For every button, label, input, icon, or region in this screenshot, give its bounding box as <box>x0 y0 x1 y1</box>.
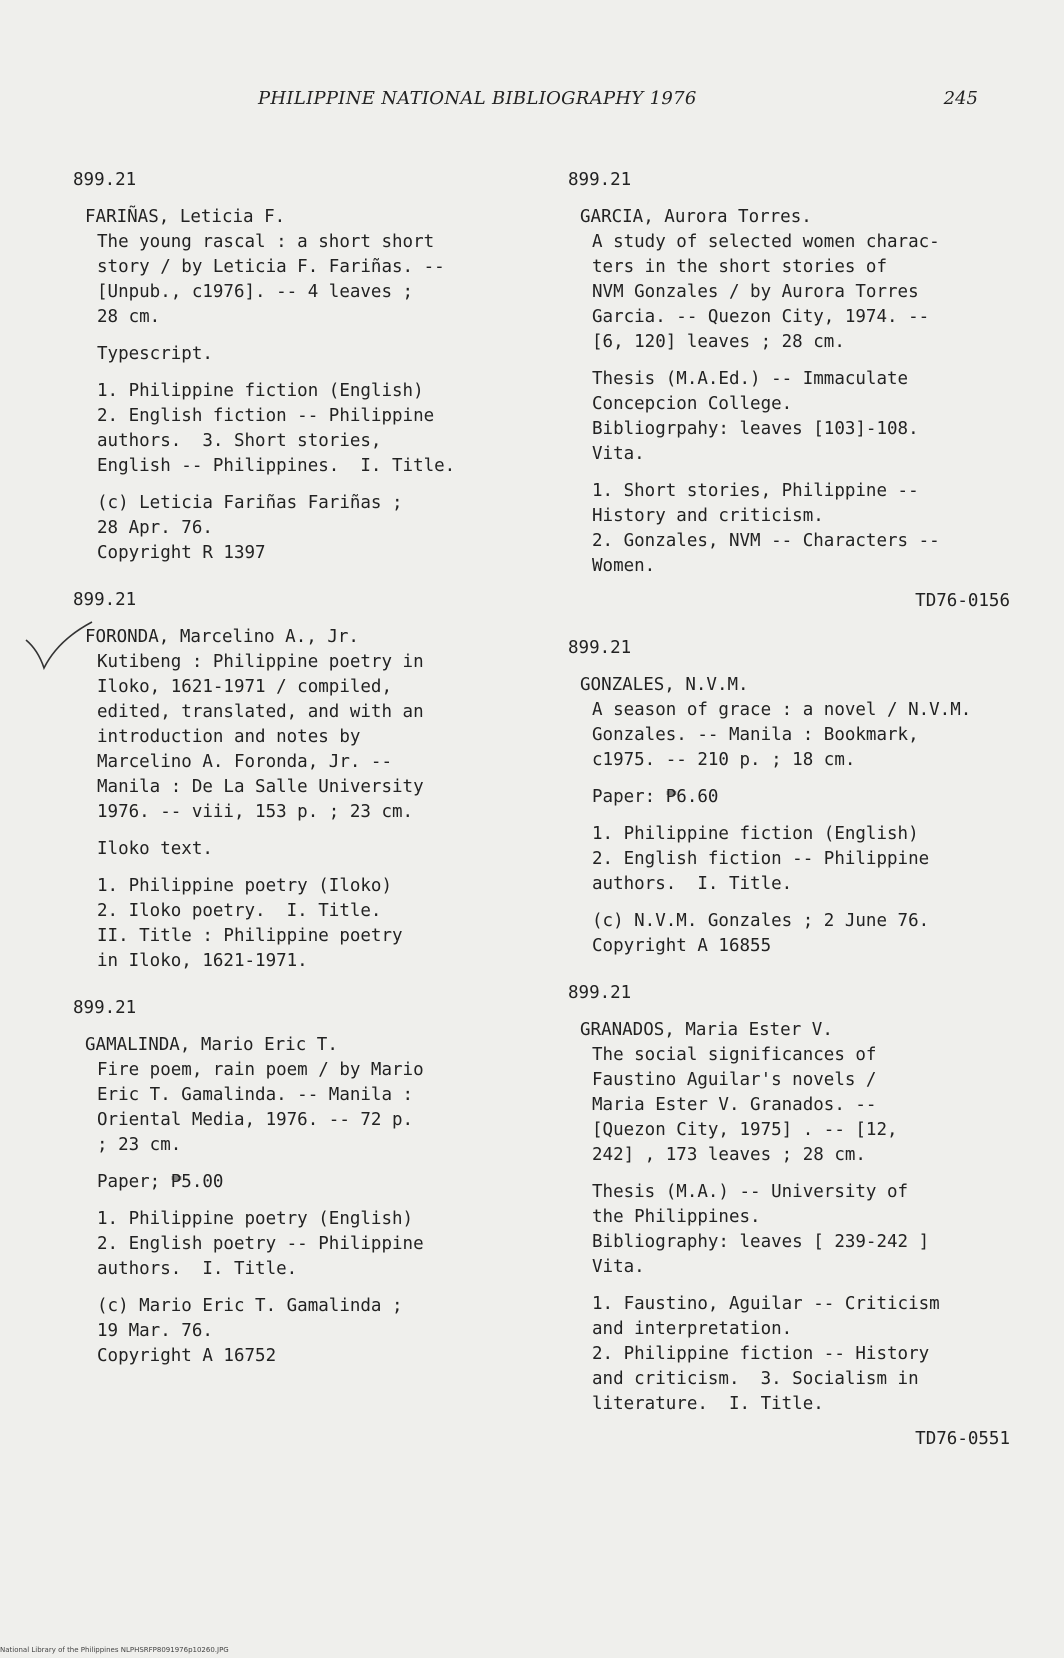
entry-description <box>97 650 523 825</box>
note-line: 2. Iloko poetry. I. Title. <box>97 901 382 921</box>
note-line: Thesis (M.A.Ed.) -- Immaculate <box>592 369 909 389</box>
description-line: [Unpub., c1976]. -- 4 leaves ; <box>97 282 414 302</box>
class-number: 899.21 <box>568 170 632 190</box>
description-line: NVM Gonzales / by Aurora Torres <box>592 282 919 302</box>
description-line: Maria Ester V. Granados. -- <box>592 1095 877 1115</box>
entry-note <box>97 837 523 862</box>
description-line: 242] , 173 leaves ; 28 cm. <box>592 1145 866 1165</box>
catalog-entry <box>568 636 1038 959</box>
note-line: 1. Short stories, Philippine -- <box>592 481 919 501</box>
note-line: Concepcion College. <box>592 394 793 414</box>
entry-note <box>97 1207 523 1282</box>
note-line: 2. Gonzales, NVM -- Characters -- <box>592 531 940 551</box>
entry-heading: GONZALES, N.V.M. <box>580 675 749 695</box>
note-line: Paper: ₱6.60 <box>592 787 719 807</box>
note-line: the Philippines. <box>592 1207 761 1227</box>
description-line: Gonzales. -- Manila : Bookmark, <box>592 725 919 745</box>
note-line: Copyright R 1397 <box>97 543 266 563</box>
description-line: The social significances of <box>592 1045 877 1065</box>
note-line: 2. English poetry -- Philippine <box>97 1234 424 1254</box>
description-line: ; 23 cm. <box>97 1135 182 1155</box>
entry-note <box>592 909 1038 959</box>
note-line: (c) Leticia Fariñas Fariñas ; <box>97 493 403 513</box>
note-line: II. Title : Philippine poetry <box>97 926 403 946</box>
note-line: 1. Philippine fiction (English) <box>592 824 919 844</box>
note-line: in Iloko, 1621-1971. <box>97 951 308 971</box>
class-number: 899.21 <box>73 590 137 610</box>
description-line: [6, 120] leaves ; 28 cm. <box>592 332 845 352</box>
class-number: 899.21 <box>73 998 137 1018</box>
note-line: and criticism. 3. Socialism in <box>592 1369 919 1389</box>
entry-note <box>97 1170 523 1195</box>
right-column <box>568 168 1038 1452</box>
description-line: The young rascal : a short short <box>97 232 435 252</box>
note-line: Thesis (M.A.) -- University of <box>592 1182 909 1202</box>
note-line: 1. Philippine poetry (English) <box>97 1209 414 1229</box>
note-line: (c) N.V.M. Gonzales ; 2 June 76. <box>592 911 930 931</box>
entry-heading: FORONDA, Marcelino A., Jr. <box>85 627 359 647</box>
note-line: 2. English fiction -- Philippine <box>592 849 930 869</box>
note-line: History and criticism. <box>592 506 824 526</box>
entry-description <box>97 1058 523 1158</box>
description-line: Manila : De La Salle University <box>97 777 424 797</box>
note-line: 28 Apr. 76. <box>97 518 213 538</box>
note-line: 1. Faustino, Aguilar -- Criticism <box>592 1294 940 1314</box>
note-line: 1. Philippine poetry (Iloko) <box>97 876 393 896</box>
entry-note <box>592 1292 1038 1417</box>
note-line: Typescript. <box>97 344 213 364</box>
td-number: TD76-0156 <box>915 591 1010 611</box>
description-line: edited, translated, and with an <box>97 702 424 722</box>
note-line: authors. 3. Short stories, <box>97 431 382 451</box>
td-number: TD76-0551 <box>915 1429 1010 1449</box>
description-line: Garcia. -- Quezon City, 1974. -- <box>592 307 930 327</box>
description-line: Faustino Aguilar's novels / <box>592 1070 877 1090</box>
catalog-entry <box>568 981 1038 1452</box>
entry-heading: GAMALINDA, Mario Eric T. <box>85 1035 338 1055</box>
description-line: Iloko, 1621-1971 / compiled, <box>97 677 393 697</box>
page-number: 245 <box>943 88 978 109</box>
left-column <box>73 168 523 1369</box>
entry-gap <box>568 959 1038 981</box>
note-line: Copyright A 16855 <box>592 936 772 956</box>
description-line: [Quezon City, 1975] . -- [12, <box>592 1120 898 1140</box>
note-line: Bibliography: leaves [ 239-242 ] <box>592 1232 930 1252</box>
catalog-entry <box>73 168 523 566</box>
note-line: (c) Mario Eric T. Gamalinda ; <box>97 1296 403 1316</box>
entry-gap <box>73 974 523 996</box>
description-line: c1975. -- 210 p. ; 18 cm. <box>592 750 856 770</box>
note-line: Copyright A 16752 <box>97 1346 277 1366</box>
note-line: and interpretation. <box>592 1319 793 1339</box>
page-title: PHILIPPINE NATIONAL BIBLIOGRAPHY 1976 <box>258 88 697 109</box>
description-line: Oriental Media, 1976. -- 72 p. <box>97 1110 414 1130</box>
note-line: 2. Philippine fiction -- History <box>592 1344 930 1364</box>
description-line: introduction and notes by <box>97 727 361 747</box>
entry-note <box>592 822 1038 897</box>
footer-note: National Library of the Philippines NLPHSRFP8091976p10260.JPG <box>0 1646 229 1654</box>
class-number: 899.21 <box>568 983 632 1003</box>
note-line: authors. I. Title. <box>97 1259 298 1279</box>
entry-note <box>592 785 1038 810</box>
description-line: ters in the short stories of <box>592 257 888 277</box>
catalog-entry <box>73 996 523 1369</box>
entry-note <box>97 874 523 974</box>
entry-description <box>592 230 1038 355</box>
entry-heading: GARCIA, Aurora Torres. <box>580 207 812 227</box>
entry-description <box>592 698 1038 773</box>
entry-note <box>592 479 1038 579</box>
note-line: 19 Mar. 76. <box>97 1321 213 1341</box>
entry-note <box>592 1180 1038 1280</box>
note-line: Vita. <box>592 444 645 464</box>
page-header <box>258 88 978 118</box>
note-line: Iloko text. <box>97 839 213 859</box>
entry-note <box>97 491 523 566</box>
entry-description <box>592 1043 1038 1168</box>
class-number: 899.21 <box>73 170 137 190</box>
description-line: A season of grace : a novel / N.V.M. <box>592 700 972 720</box>
note-line: literature. I. Title. <box>592 1394 824 1414</box>
description-line: A study of selected women charac- <box>592 232 940 252</box>
description-line: Fire poem, rain poem / by Mario <box>97 1060 424 1080</box>
note-line: 1. Philippine fiction (English) <box>97 381 424 401</box>
note-line: Bibliogrpahy: leaves [103]-108. <box>592 419 919 439</box>
entry-note <box>592 367 1038 467</box>
description-line: story / by Leticia F. Fariñas. -- <box>97 257 445 277</box>
entry-gap <box>73 566 523 588</box>
note-line: Vita. <box>592 1257 645 1277</box>
entry-heading: GRANADOS, Maria Ester V. <box>580 1020 833 1040</box>
entry-heading: FARIÑAS, Leticia F. <box>85 207 286 227</box>
note-line: authors. I. Title. <box>592 874 793 894</box>
description-line: Marcelino A. Foronda, Jr. -- <box>97 752 393 772</box>
note-line: English -- Philippines. I. Title. <box>97 456 456 476</box>
note-line: Paper; ₱5.00 <box>97 1172 224 1192</box>
entry-note <box>97 342 523 367</box>
description-line: Eric T. Gamalinda. -- Manila : <box>97 1085 414 1105</box>
entry-note <box>97 379 523 479</box>
catalog-entry <box>568 168 1038 614</box>
entry-gap <box>568 614 1038 636</box>
entry-description <box>97 230 523 330</box>
description-line: Kutibeng : Philippine poetry in <box>97 652 424 672</box>
entry-note <box>97 1294 523 1369</box>
note-line: 2. English fiction -- Philippine <box>97 406 435 426</box>
class-number: 899.21 <box>568 638 632 658</box>
description-line: 1976. -- viii, 153 p. ; 23 cm. <box>97 802 414 822</box>
catalog-entry <box>73 588 523 974</box>
description-line: 28 cm. <box>97 307 161 327</box>
note-line: Women. <box>592 556 656 576</box>
